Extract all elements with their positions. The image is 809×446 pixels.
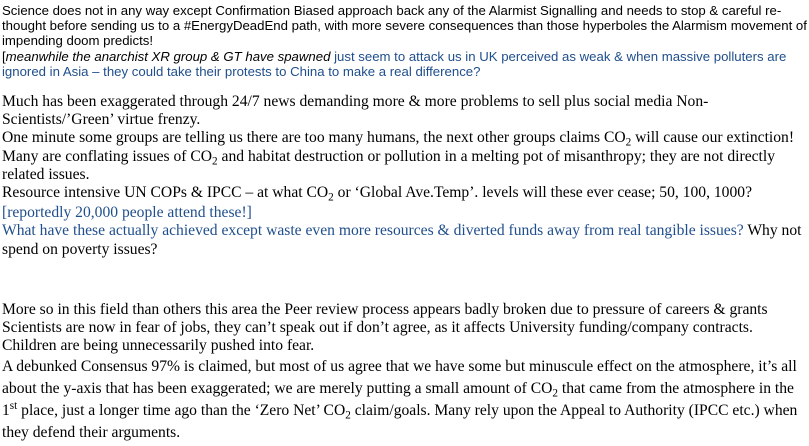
p1-link[interactable]: What have these actually achieved except waste even more resources & diverted funds away from real tangible issues? <box>2 222 744 240</box>
p1-line2 <box>2 129 807 147</box>
p2-line4-a: A debunked Consensus 97% is claimed, but most of us agree that we have some but minuscule effect on the atmosphere, it’s all about the y-axis that has been exaggerated; we are merely putting a small amount of CO <box>2 357 797 397</box>
co2-subscript: 2 <box>328 191 334 204</box>
note-italic: meanwhile the anarchist XR group & GT have spawned <box>5 48 331 64</box>
p2-line4-c: place, just a longer time ago than the ‘Zero Net’ CO <box>17 401 346 419</box>
p2-line3: Children are being unnecessarily pushed into fear. <box>2 337 315 355</box>
p1-line3-a: Many are conflating issues of CO <box>2 147 213 165</box>
p1-line6-rest: Why not spend on poverty issues? <box>2 222 802 258</box>
p2-line4 <box>2 356 807 444</box>
p1-line4 <box>2 184 807 202</box>
p1-line4-b: or ‘Global Ave.Temp’. levels will these ever cease; 50, 100, 1000? <box>333 184 752 202</box>
paragraph-two <box>2 301 807 444</box>
p2-line1: More so in this field than others this area the Peer review process appears badly broken due to pressure of careers & grants <box>2 301 768 318</box>
p1-line4-a: Resource intensive UN COPs & IPCC – at what CO <box>2 184 329 202</box>
p1-line2-b: will cause our extinction! <box>631 129 795 147</box>
co2-subscript: 2 <box>345 408 351 421</box>
intro-paragraph <box>2 3 807 49</box>
p1-line6 <box>2 222 807 258</box>
co2-subscript: 2 <box>552 386 558 399</box>
co2-subscript: 2 <box>212 154 218 167</box>
p2-line4-b: that came from the atmosphere in the 1 <box>2 379 794 419</box>
co2-subscript: 2 <box>625 136 632 149</box>
intro-block <box>2 3 807 79</box>
p2-line4-d: claim/goals. Many rely upon the Appeal to Authority (IPCC etc.) when they defend their arguments. <box>2 401 798 441</box>
note-link[interactable]: just seem to attack us in UK perceived as weak & when massive polluters are ignored in Asia – they could take their protests to China to make a real difference? <box>2 48 787 79</box>
p1-line2-a: One minute some groups are telling us there are too many humans, the next other groups claims CO <box>2 129 626 147</box>
p1-line5: [reportedly 20,000 people attend these!] <box>2 204 252 222</box>
p1-line3-b: and habitat destruction or pollution in a melting pot of misanthropy; they are not directly related issues. <box>2 147 776 183</box>
ordinal-superscript: st <box>9 399 18 412</box>
paragraph-one <box>2 93 807 259</box>
p1-line1: Much has been exaggerated through 24/7 news demanding more & more problems to sell plus social media Non-Scientists/’Green’ virtue frenzy. <box>2 93 709 129</box>
intro-text: Science does not in any way except Confirmation Biased approach back any of the Alarmist Signalling and needs to stop & careful re-thought before sending us to a #EnergyDeadEnd path, with more severe consequences than those hyperboles the Alarmism movement of impending doom predicts! <box>2 3 807 49</box>
p2-line2: Scientists are now in fear of jobs, they can’t speak out if don’t agree, as it affects University funding/company contracts. <box>2 319 753 337</box>
note-bracket: [ <box>2 48 6 64</box>
p1-line3 <box>2 148 807 184</box>
intro-note <box>2 49 807 79</box>
